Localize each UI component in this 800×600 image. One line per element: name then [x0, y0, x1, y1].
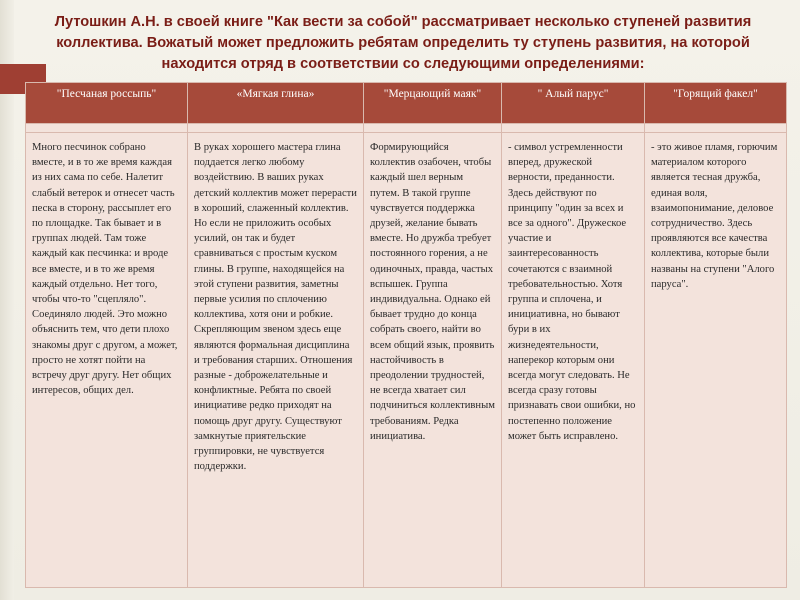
spacer-cell	[502, 124, 645, 133]
header-cell: «Мягкая глина»	[188, 83, 364, 124]
stages-table	[25, 82, 787, 588]
header-cell: "Песчаная россыпь"	[26, 83, 188, 124]
spacer-cell	[645, 124, 787, 133]
description-sand: Много песчинок собрано вместе, и в то же время каждая из них сама по себе. Налетит слабый ветерок и отнесет часть песка в сторону, рассыплет его по площадке. Так бывает и в группах людей. Там тоже каждый как песчинка: и вроде все вместе, и в то же время каждый отдельно. Нет того, чтобы что-то "сцепляло". Соединяло людей. Это можно объяснить тем, что дети плохо знакомы друг с другом, а может, просто не хотят пойти на встречу друг другу. Нет общих интересов, общих дел.	[26, 133, 188, 588]
spacer-cell	[26, 124, 188, 133]
description-torch: - это живое пламя, горючим материалом которого является тесная дружба, единая воля, взаимопонимание, деловое сотрудничество. Здесь проявляются все качества коллектива, которые были названы на ступени "Алого паруса".	[645, 133, 787, 588]
description-beacon: Формирующийся коллектив озабочен, чтобы каждый шел верным путем. В такой группе чувствуется поддержка друзей, желание бывать вместе. Но дружба требует постоянного горения, а не одиночных, правда, частых вспышек. Группа индивидуальна. Однако ей бывает трудно до конца собрать своего, найти во всем общий язык, проявить настойчивость в преодолении трудностей, не всегда хватает сил подчиниться коллективным требованиям. Редка инициатива.	[364, 133, 502, 588]
spacer-cell	[188, 124, 364, 133]
description-clay: В руках хорошего мастера глина поддается легко любому воздействию. В ваших руках детский коллектив может перерасти в хороший, слаженный коллектив. Но если не приложить особых усилий, он так и будет сравниваться с простым куском глины. В группе, находящейся на этой ступени развития, заметны первые усилия по сплочению коллектива, хотя они и робкие. Скрепляющим звеном здесь еще являются формальная дисциплина и требования старших. Отношения разные - доброжелательные и конфликтные. Ребята по своей инициативе редко приходят на помощь друг другу. Существуют замкнутые приятельские группировки, не чувствуется поддержки.	[188, 133, 364, 588]
table-row	[26, 133, 787, 588]
spacer-cell	[364, 124, 502, 133]
slide-title: Лутошкин А.Н. в своей книге "Как вести за собой" рассматривает несколько ступеней развития коллектива. Вожатый может предложить ребятам определить ту ступень развития, на которой находится отряд в соответствии со следующими определениями:	[54, 14, 752, 72]
table-header-row	[26, 83, 787, 124]
header-cell: "Горящий факел"	[645, 83, 787, 124]
description-sail: - символ устремленности вперед, дружеской верности, преданности. Здесь действуют по принципу "один за всех и все за одного". Дружеское участие и заинтересованность сочетаются с взаимной требовательностью. Хотя группа и сплочена, и инициативна, но бывают бури в их жизнедеятельности, наперекор которым они всегда могут следовать. Не всегда сразу готовы признавать свои ошибки, но постепенно положение может быть исправлено.	[502, 133, 645, 588]
stages-table-container	[25, 82, 786, 588]
header-cell: " Алый парус"	[502, 83, 645, 124]
table-spacer-row	[26, 124, 787, 133]
header-cell: "Мерцающий маяк"	[364, 83, 502, 124]
